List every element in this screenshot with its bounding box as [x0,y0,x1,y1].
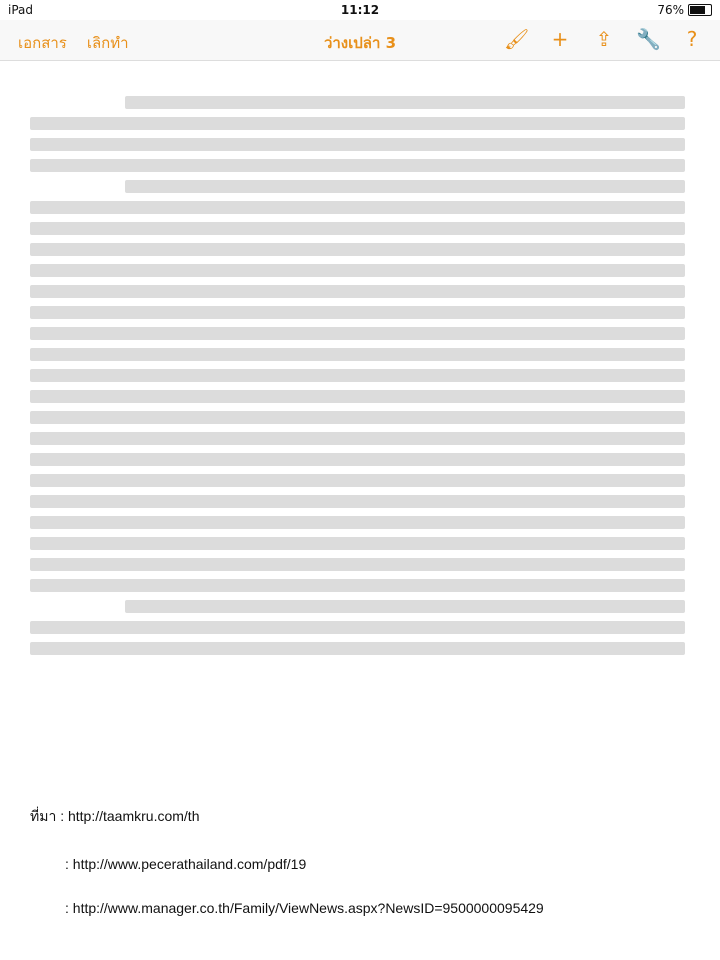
text-line-placeholder [30,558,685,571]
toolbar-right [504,27,704,51]
document-name[interactable]: ว่างเปล่า 3 [323,34,397,52]
text-line-placeholder [30,348,685,361]
battery-level [690,6,705,14]
text-line-placeholder [30,621,685,634]
text-line-placeholder [30,432,685,445]
text-line-placeholder [30,516,685,529]
paragraphs [30,96,685,655]
text-line-placeholder [30,243,685,256]
battery-icon [688,4,712,16]
text-line-placeholder [30,222,685,235]
text-line-placeholder [30,306,685,319]
paragraph [30,96,685,172]
text-line-placeholder [30,285,685,298]
text-line-placeholder [30,264,685,277]
plus-icon[interactable]: + [551,27,569,51]
battery-percent: 76% [657,3,684,17]
toolbar [0,20,720,61]
text-line-placeholder [30,537,685,550]
text-line-placeholder [125,180,685,193]
help-icon[interactable]: ? [686,27,698,51]
source-line: : http://www.manager.co.th/Family/ViewNews.aspx?NewsID=9500000095429 [65,900,544,916]
source-line: ที่มา : http://taamkru.com/th [30,808,200,824]
document-body[interactable] [30,76,685,663]
wrench-icon[interactable]: 🔧 [636,27,661,51]
clock: 11:12 [340,3,380,17]
text-line-placeholder [30,138,685,151]
text-line-placeholder [30,159,685,172]
source-line: : http://www.pecerathailand.com/pdf/19 [65,856,307,872]
text-line-placeholder [30,327,685,340]
text-line-placeholder [125,96,685,109]
undo-button[interactable]: เลิกทำ [86,34,129,52]
toolbar-left [18,31,129,55]
text-line-placeholder [30,453,685,466]
paragraph [30,180,685,592]
text-line-placeholder [30,495,685,508]
text-line-placeholder [30,390,685,403]
device-label: iPad [8,3,34,17]
sources-section [30,806,685,944]
text-line-placeholder [30,201,685,214]
battery-indicator [657,3,712,17]
status-bar [0,0,720,20]
text-line-placeholder [30,642,685,655]
paragraph [30,600,685,655]
text-line-placeholder [30,369,685,382]
text-line-placeholder [30,117,685,130]
brush-icon[interactable]: 🖌 [504,27,530,51]
text-line-placeholder [30,474,685,487]
text-line-placeholder [30,579,685,592]
text-line-placeholder [125,600,685,613]
documents-button[interactable]: เอกสาร [18,34,67,52]
text-line-placeholder [30,411,685,424]
share-icon[interactable]: ⇪ [595,27,613,51]
